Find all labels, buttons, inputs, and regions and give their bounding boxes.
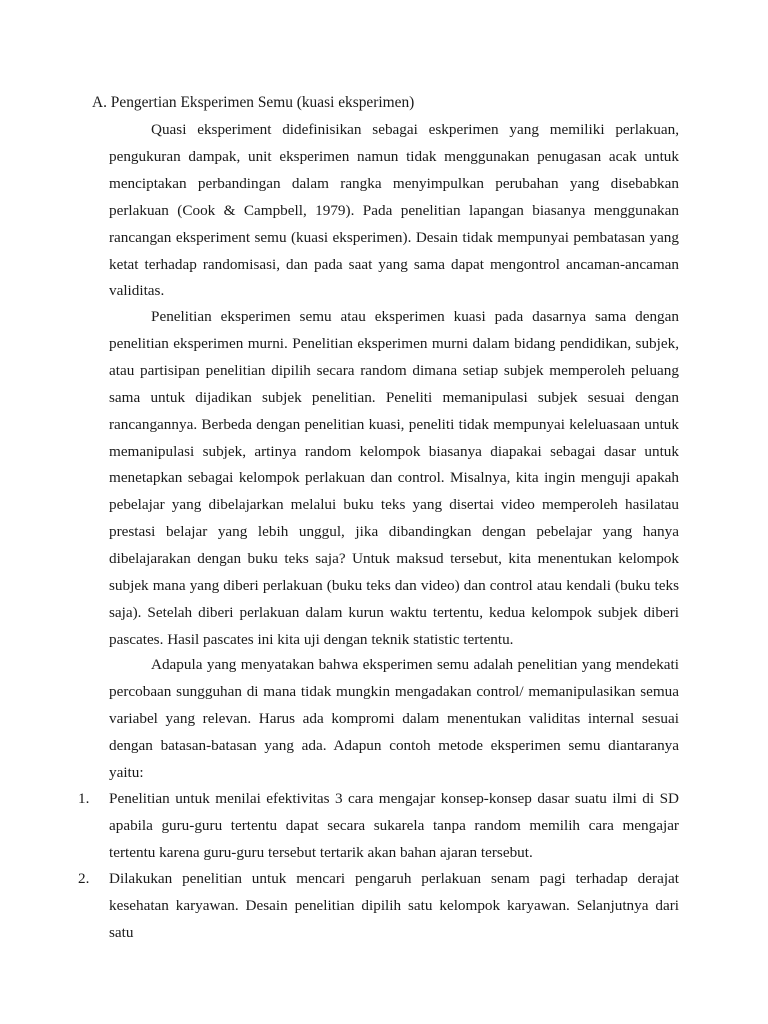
list-number: 1. [78, 790, 90, 807]
list-number: 2. [78, 870, 90, 887]
paragraph-definition: Quasi eksperiment didefinisikan sebagai eskperimen yang memiliki perlakuan, pengukuran dampak, unit eksperimen namun tidak menggunakan penugasan acak untuk menciptakan perbandingan dalam rangka menyimpulkan perubahan yang disebabkan perlakuan (Cook & Campbell, 1979). Pada penelitian lapangan biasanya menggunakan rancangan eksperiment semu (kuasi eksperimen). Desain tidak mempunyai pembatasan yang ketat terhadap randomisasi, dan pada saat yang sama dapat mengontrol ancaman-ancaman validitas. [109, 121, 679, 300]
list-text: Dilakukan penelitian untuk mencari pengaruh perlakuan senam pagi terhadap derajat kesehatan karyawan. Desain penelitian dipilih satu kelompok karyawan. Selanjutnya dari satu [109, 870, 679, 941]
paragraph-examples-intro: Adapula yang menyatakan bahwa eksperimen semu adalah penelitian yang mendekati percobaan sungguhan di mana tidak mungkin mengadakan control/ memanipulasikan semua variabel yang relevan. Harus ada kompromi dalam menentukan validitas internal sesuai dengan batasan-batasan yang ada. Adapun contoh metode eksperimen semu diantaranya yaitu: [109, 656, 679, 781]
list-text: Penelitian untuk menilai efektivitas 3 cara mengajar konsep-konsep dasar suatu ilmi di SD apabila guru-guru tertentu dapat secara sukarela tanpa random memilih cara mengajar tertentu karena guru-guru tersebut tertarik akan bahan ajaran tersebut. [109, 790, 679, 861]
list-item [78, 786, 679, 867]
section-heading: A. Pengertian Eksperimen Semu (kuasi eksperimen) [92, 94, 415, 111]
list-item [78, 866, 679, 947]
paragraph-comparison: Penelitian eksperimen semu atau eksperimen kuasi pada dasarnya sama dengan penelitian eksperimen murni. Penelitian eksperimen murni dalam bidang pendidikan, subjek, atau partisipan penelitian dipilih secara random dimana setiap subjek memperoleh peluang sama untuk dijadikan subjek penelitian. Peneliti memanipulasi subjek sesuai dengan rancangannya. Berbeda dengan penelitian kuasi, peneliti tidak mempunyai keleluasaan untuk memanipulasi subjek, artinya random kelompok biasanya diapakai sebagai dasar untuk menetapkan sebagai kelompok perlakuan dan control. Misalnya, kita ingin menguji apakah pebelajar yang dibelajarkan melalui buku teks yang disertai video memperoleh hasilatau prestasi belajar yang lebih unggul, jika dibandingkan dengan pebelajar yang hanya dibelajarakan dengan buku teks saja? Untuk maksud tersebut, kita menentukan kelompok subjek mana yang diberi perlakuan (buku teks dan video) dan control atau kendali (buku teks saja). Setelah diberi perlakuan dalam kurun waktu tertentu, kedua kelompok subjek diberi pascates. Hasil pascates ini kita uji dengan teknik statistic tertentu. [109, 308, 679, 648]
